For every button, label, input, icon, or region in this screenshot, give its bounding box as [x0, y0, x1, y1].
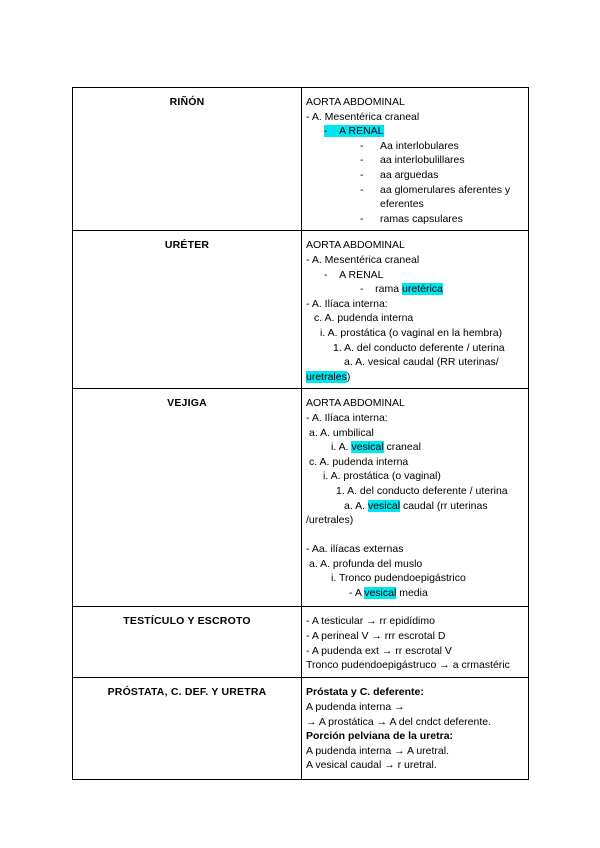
table-row	[73, 678, 529, 780]
vessel-line: i. A. prostática (o vaginal en la hembra)	[320, 326, 503, 339]
vessel-line: - A perineal V → rrr escrotal D	[306, 629, 446, 642]
organ-name: RIÑÓN	[169, 96, 205, 108]
highlight: uretrales	[306, 370, 347, 383]
vessel-name: media	[396, 587, 428, 600]
organ-cell	[73, 231, 302, 389]
vessel-name: A RENAL	[339, 268, 384, 281]
vessel-line: - A. Ilíaca interna:	[306, 411, 388, 424]
vessel-line: a. A. profunda del muslo	[309, 557, 423, 570]
vessel-line: AORTA ABDOMINAL	[306, 239, 405, 252]
vessel-line: a. A. umbilical	[309, 426, 374, 439]
vessel-line: c. A. pudenda interna	[314, 312, 414, 325]
vessel-line: Tronco pudendoepigástruco → a crmastéric	[306, 659, 510, 672]
highlight: vesical	[351, 441, 384, 454]
vessel-line: a. A. vesical caudal (RR uterinas/	[344, 356, 499, 369]
branch-name: ramas capsulares	[380, 212, 463, 225]
vessel-line: A pudenda interna →	[306, 700, 405, 713]
vessel-line: c. A. pudenda interna	[309, 455, 409, 468]
vessel-line	[306, 268, 524, 283]
organ-name: PRÓSTATA, C. DEF. Y URETRA	[107, 686, 267, 699]
table-row	[73, 607, 529, 678]
vessel-line: - Aa. ilíacas externas	[306, 543, 404, 556]
vessel-name: - A	[349, 587, 365, 600]
vessel-line: 1. A. del conducto deferente / uterina	[336, 484, 508, 497]
vessel-line	[306, 282, 524, 297]
vessel-line: - A. Ilíaca interna:	[306, 297, 388, 310]
organ-cell	[73, 389, 302, 607]
highlight	[324, 125, 384, 137]
branch-name: Aa interlobulares	[380, 139, 459, 152]
list-item: - Aa interlobulares	[360, 139, 524, 154]
section-heading: Porción pelviana de la uretra:	[306, 730, 454, 743]
list-item: - ramas capsulares	[360, 212, 524, 227]
vessel-line	[306, 440, 524, 455]
vessel-line: - A. Mesentérica craneal	[306, 253, 420, 266]
branch-name: aa arguedas	[380, 168, 439, 181]
list-dash: -	[360, 283, 364, 296]
arterial-supply-table	[72, 87, 529, 780]
highlight: uretérica	[402, 283, 443, 296]
vessel-name: rama	[375, 283, 403, 296]
table-row	[73, 389, 529, 607]
vessel-line: A pudenda interna → A uretral.	[306, 744, 450, 757]
list-item: - aa arguedas	[360, 168, 524, 183]
vessel-line: → A prostática → A del cndct deferente.	[306, 715, 492, 728]
branch-name: aa glomerulares aferentes y eferentes	[380, 183, 511, 211]
vessels-cell	[302, 231, 529, 389]
list-dash: -	[324, 125, 328, 138]
vessel-line: i. Tronco pudendoepigástrico	[331, 572, 466, 585]
table-row	[73, 88, 529, 231]
vessel-line	[306, 499, 524, 514]
vessel-name: )	[346, 370, 351, 383]
vessel-line: AORTA ABDOMINAL	[306, 397, 405, 410]
vessel-line: AORTA ABDOMINAL	[306, 96, 405, 108]
vessel-name: i. A.	[331, 441, 352, 454]
organ-name: URÉTER	[164, 239, 210, 252]
organ-name: VEJIGA	[167, 397, 207, 410]
vessel-name: craneal	[383, 441, 421, 454]
table-row	[73, 231, 529, 389]
vessel-line: A vesical caudal → r uretral.	[306, 759, 437, 772]
vessel-line	[306, 586, 524, 601]
vessel-name: caudal (rr uterinas	[400, 499, 488, 512]
vessel-line: - A. Mesentérica craneal	[306, 110, 420, 123]
vessels-cell	[302, 678, 529, 780]
list-item: - aa interlobulillares	[360, 153, 524, 168]
vessel-line: - A testicular → rr epidídimo	[306, 615, 435, 628]
highlight: vesical	[364, 587, 397, 600]
vessels-cell	[302, 389, 529, 607]
list-dash: -	[324, 268, 328, 281]
vessel-line: 1. A. del conducto deferente / uterina	[333, 341, 505, 354]
sub-branch-list	[306, 139, 524, 227]
vessel-line: - A pudenda ext → rr escrotal V	[306, 644, 452, 657]
vessel-line: i. A. prostática (o vaginal)	[323, 470, 441, 483]
vessel-name: a. A.	[344, 499, 368, 512]
organ-cell	[73, 607, 302, 678]
vessel-line	[306, 370, 524, 385]
branch-name: aa interlobulillares	[380, 154, 465, 167]
organ-cell	[73, 88, 302, 231]
vessels-cell	[302, 607, 529, 678]
highlight: vesical	[367, 499, 401, 512]
section-heading: Próstata y C. deferente:	[306, 686, 424, 699]
list-item: - aa glomerulares aferentes y eferentes	[360, 183, 524, 212]
organ-cell	[73, 678, 302, 780]
vessel-line	[306, 124, 524, 139]
organ-name: TESTÍCULO Y ESCROTO	[123, 615, 251, 628]
vessel-name: A RENAL	[339, 125, 384, 138]
vessel-line: /uretrales)	[306, 514, 354, 527]
blank-line	[306, 528, 524, 543]
vessels-cell	[302, 88, 529, 231]
